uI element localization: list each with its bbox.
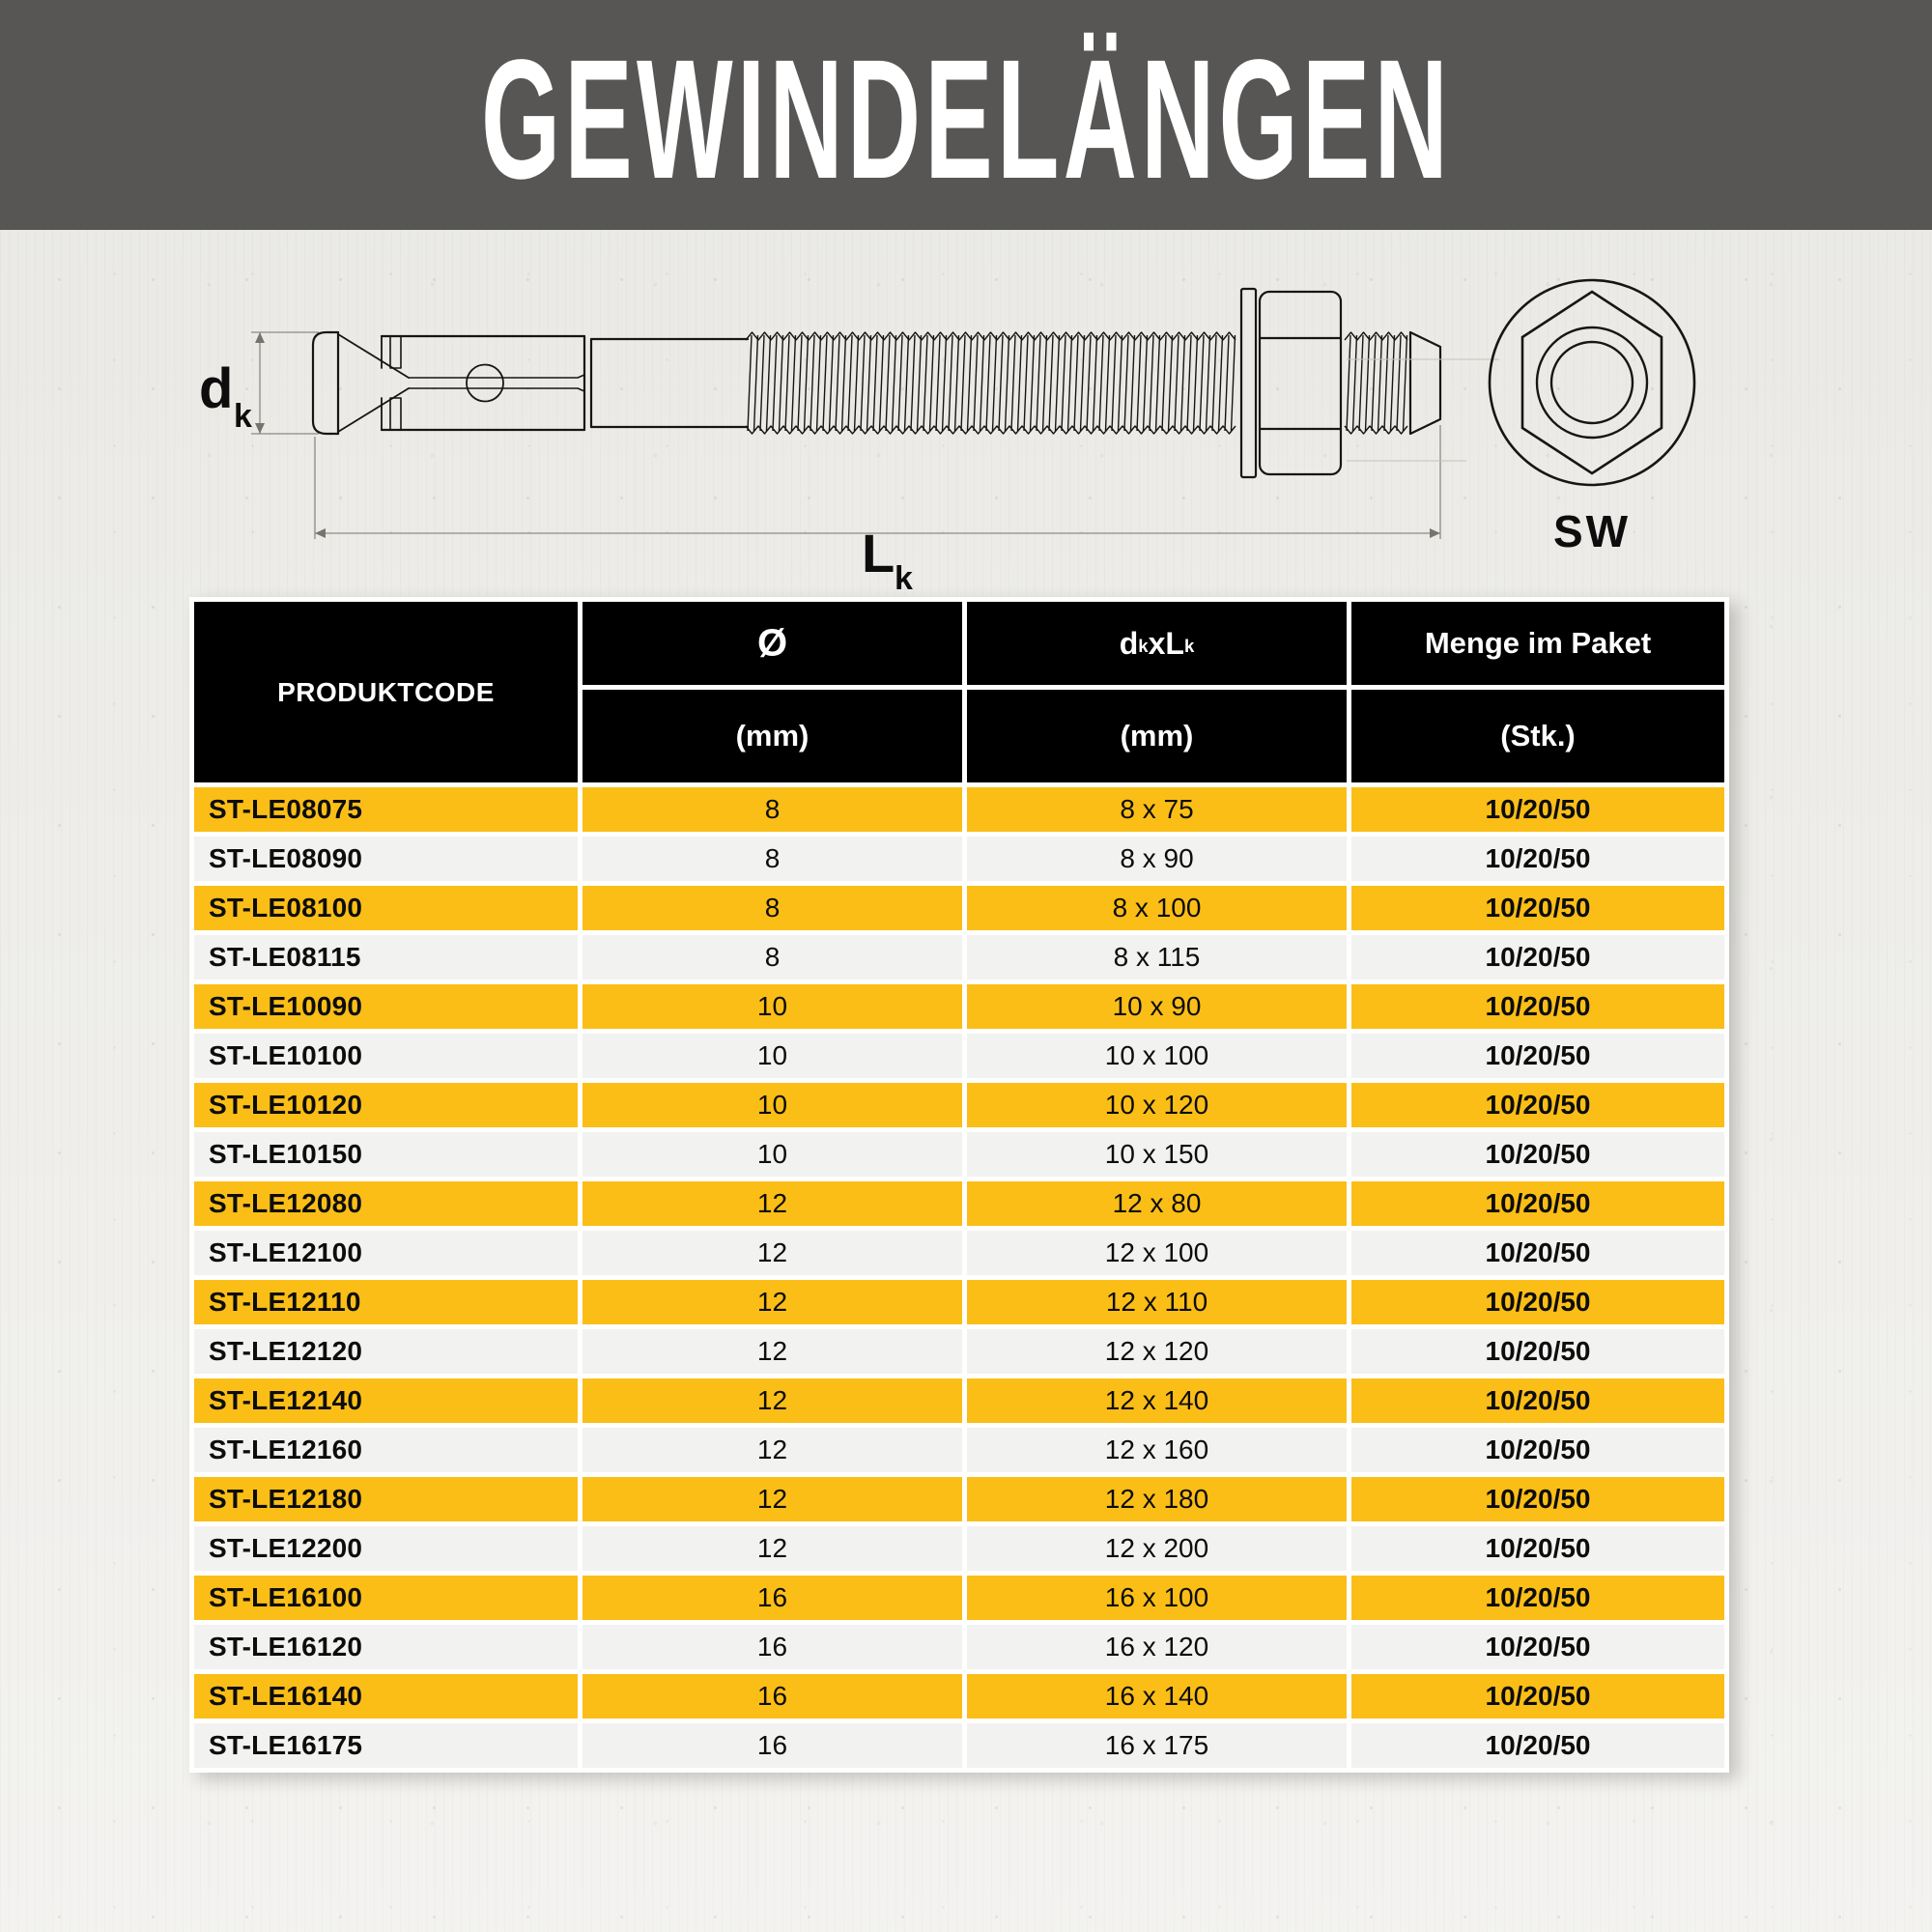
diameter-cell: 10: [582, 1132, 962, 1177]
product-table: [189, 597, 1729, 1773]
diameter-cell: 8: [582, 787, 962, 832]
diameter-cell: 16: [582, 1723, 962, 1768]
col-header-qty-unit: (Stk.): [1351, 690, 1724, 782]
quantity-cell: 10/20/50: [1351, 1576, 1724, 1620]
table-row: [194, 1280, 1724, 1324]
product-code-cell: ST-LE16100: [194, 1576, 578, 1620]
dimension-cell: 16 x 120: [967, 1625, 1347, 1669]
quantity-cell: 10/20/50: [1351, 1181, 1724, 1226]
dimension-cell: 12 x 120: [967, 1329, 1347, 1374]
table-row: [194, 1231, 1724, 1275]
dimension-cell: 8 x 115: [967, 935, 1347, 980]
diameter-cell: 12: [582, 1428, 962, 1472]
product-code-cell: ST-LE12140: [194, 1378, 578, 1423]
product-code-cell: ST-LE12110: [194, 1280, 578, 1324]
dimension-cell: 10 x 90: [967, 984, 1347, 1029]
dims-l: L: [1165, 625, 1184, 661]
leader-lines: [1347, 359, 1499, 461]
quantity-cell: 10/20/50: [1351, 787, 1724, 832]
diameter-cell: 10: [582, 1083, 962, 1127]
diameter-cell: 12: [582, 1477, 962, 1521]
dimension-cell: 10 x 120: [967, 1083, 1347, 1127]
table-row: [194, 1132, 1724, 1177]
dimension-cell: 12 x 140: [967, 1378, 1347, 1423]
col-header-qty: Menge im Paket: [1351, 602, 1724, 685]
diameter-cell: 8: [582, 886, 962, 930]
dims-x: x: [1148, 625, 1166, 661]
quantity-cell: 10/20/50: [1351, 1723, 1724, 1768]
table-row: [194, 787, 1724, 832]
dimension-cell: 16 x 100: [967, 1576, 1347, 1620]
quantity-cell: 10/20/50: [1351, 1526, 1724, 1571]
dimension-cell: 8 x 100: [967, 886, 1347, 930]
table-row: [194, 984, 1724, 1029]
col-header-produktcode: PRODUKTCODE: [194, 602, 578, 782]
diameter-cell: 10: [582, 984, 962, 1029]
hex-nut-front-view: [1490, 280, 1694, 485]
table-row: [194, 1428, 1724, 1472]
diameter-cell: 16: [582, 1674, 962, 1719]
dimension-cell: 10 x 100: [967, 1034, 1347, 1078]
table-row: [194, 1181, 1724, 1226]
diameter-cell: 12: [582, 1231, 962, 1275]
table-row: [194, 1378, 1724, 1423]
quantity-cell: 10/20/50: [1351, 837, 1724, 881]
table-body: [194, 787, 1724, 1768]
table-row: [194, 1723, 1724, 1768]
table-row: [194, 837, 1724, 881]
product-code-cell: ST-LE12080: [194, 1181, 578, 1226]
product-code-cell: ST-LE16140: [194, 1674, 578, 1719]
product-code-cell: ST-LE08090: [194, 837, 578, 881]
diameter-cell: 8: [582, 837, 962, 881]
table-row: [194, 1329, 1724, 1374]
dimension-cell: 12 x 100: [967, 1231, 1347, 1275]
quantity-cell: 10/20/50: [1351, 1083, 1724, 1127]
col-header-dims-unit: (mm): [967, 690, 1347, 782]
quantity-cell: 10/20/50: [1351, 1625, 1724, 1669]
table-row: [194, 935, 1724, 980]
dims-d: d: [1119, 625, 1139, 661]
dimension-cell: 12 x 200: [967, 1526, 1347, 1571]
table-row: [194, 1674, 1724, 1719]
table-row: [194, 1083, 1724, 1127]
product-code-cell: ST-LE12200: [194, 1526, 578, 1571]
table-row: [194, 886, 1724, 930]
quantity-cell: 10/20/50: [1351, 935, 1724, 980]
table-row: [194, 1477, 1724, 1521]
quantity-cell: 10/20/50: [1351, 1132, 1724, 1177]
product-code-cell: ST-LE16175: [194, 1723, 578, 1768]
product-code-cell: ST-LE12180: [194, 1477, 578, 1521]
table-row: [194, 1034, 1724, 1078]
quantity-cell: 10/20/50: [1351, 886, 1724, 930]
technical-drawing: [174, 251, 1739, 599]
table-row: [194, 1576, 1724, 1620]
diameter-cell: 8: [582, 935, 962, 980]
threads-right: [1345, 332, 1407, 434]
diameter-cell: 10: [582, 1034, 962, 1078]
table-header: [194, 602, 1724, 782]
quantity-cell: 10/20/50: [1351, 1477, 1724, 1521]
dimension-cell: 12 x 180: [967, 1477, 1347, 1521]
diameter-cell: 12: [582, 1378, 962, 1423]
col-header-dims: [967, 602, 1347, 685]
page-title: GEWINDELÄNGEN: [480, 25, 1452, 214]
lk-label-sub: k: [895, 560, 913, 597]
dims-l-sub: k: [1183, 636, 1195, 657]
dimension-cell: 12 x 110: [967, 1280, 1347, 1324]
product-code-cell: ST-LE08075: [194, 787, 578, 832]
diameter-cell: 16: [582, 1576, 962, 1620]
dk-label-sub: k: [234, 398, 252, 435]
product-code-cell: ST-LE10150: [194, 1132, 578, 1177]
lk-label: L: [862, 523, 895, 583]
quantity-cell: 10/20/50: [1351, 1280, 1724, 1324]
dimension-cell: 16 x 140: [967, 1674, 1347, 1719]
product-code-cell: ST-LE10090: [194, 984, 578, 1029]
product-code-cell: ST-LE10100: [194, 1034, 578, 1078]
dk-label: d: [199, 357, 234, 420]
title-banner: [0, 0, 1932, 230]
product-code-cell: ST-LE08115: [194, 935, 578, 980]
dimension-cell: 8 x 75: [967, 787, 1347, 832]
product-code-cell: ST-LE12160: [194, 1428, 578, 1472]
threads-left: [746, 332, 1236, 434]
dims-d-sub: k: [1138, 636, 1149, 657]
quantity-cell: 10/20/50: [1351, 1034, 1724, 1078]
dimension-cell: 16 x 175: [967, 1723, 1347, 1768]
quantity-cell: 10/20/50: [1351, 1231, 1724, 1275]
dimension-cell: 12 x 160: [967, 1428, 1347, 1472]
diameter-cell: 12: [582, 1526, 962, 1571]
quantity-cell: 10/20/50: [1351, 1378, 1724, 1423]
diameter-cell: 12: [582, 1329, 962, 1374]
diameter-cell: 12: [582, 1181, 962, 1226]
diameter-cell: 12: [582, 1280, 962, 1324]
col-header-diameter: Ø: [582, 602, 962, 685]
anchor-side-view: [313, 289, 1440, 477]
quantity-cell: 10/20/50: [1351, 1329, 1724, 1374]
table-row: [194, 1526, 1724, 1571]
quantity-cell: 10/20/50: [1351, 984, 1724, 1029]
dimension-cell: 8 x 90: [967, 837, 1347, 881]
product-code-cell: ST-LE16120: [194, 1625, 578, 1669]
product-code-cell: ST-LE10120: [194, 1083, 578, 1127]
dk-dimension: [251, 332, 319, 434]
product-code-cell: ST-LE12100: [194, 1231, 578, 1275]
product-code-cell: ST-LE08100: [194, 886, 578, 930]
quantity-cell: 10/20/50: [1351, 1674, 1724, 1719]
col-header-diameter-unit: (mm): [582, 690, 962, 782]
dimension-cell: 12 x 80: [967, 1181, 1347, 1226]
table-row: [194, 1625, 1724, 1669]
product-code-cell: ST-LE12120: [194, 1329, 578, 1374]
quantity-cell: 10/20/50: [1351, 1428, 1724, 1472]
diameter-cell: 16: [582, 1625, 962, 1669]
dimension-cell: 10 x 150: [967, 1132, 1347, 1177]
sw-label: SW: [1552, 506, 1632, 556]
